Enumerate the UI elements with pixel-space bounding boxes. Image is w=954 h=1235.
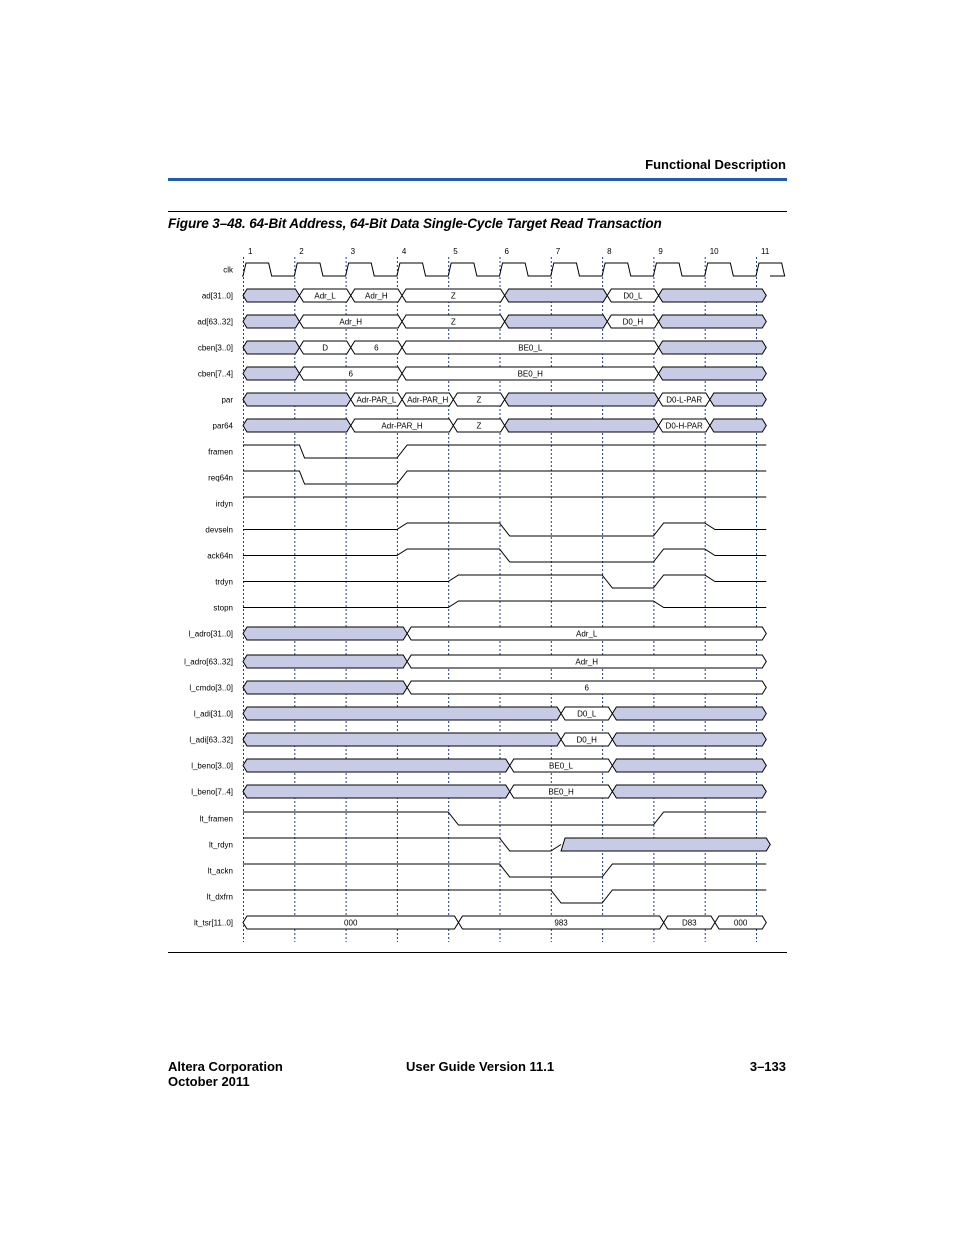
signal-name-label: lt_rdyn [208, 840, 233, 850]
bus-value-label: Z [450, 291, 456, 301]
bus-value-label: 6 [584, 683, 589, 693]
bus-value-label: BE0_H [548, 787, 574, 797]
signal-name-label: par64 [212, 421, 233, 431]
signal-name-label: ad[63..32] [197, 317, 233, 327]
bus-segment [243, 785, 510, 798]
bus-segment [243, 341, 299, 354]
clock-number-label: 3 [350, 247, 356, 256]
bus-value-label: Adr-PAR_H [381, 421, 423, 431]
signal-name-label: l_adi[31..0] [193, 709, 233, 719]
signal-name-label: lt_framen [199, 814, 233, 824]
signal-name-label: l_cmdo[3..0] [189, 683, 233, 693]
bus-value-label: 6 [374, 343, 379, 353]
bus-value-label: BE0_L [549, 761, 574, 771]
bus-value-label: 6 [348, 369, 353, 379]
bus-value-label: Z [476, 395, 482, 405]
bus-value-label: Adr_H [339, 317, 363, 327]
bus-segment [243, 707, 561, 720]
clock-number-label: 10 [709, 247, 719, 256]
clock-waveform [242, 263, 785, 276]
clock-number-label: 11 [761, 247, 770, 256]
clock-number-label: 6 [504, 247, 509, 256]
clock-number-label: 7 [555, 247, 561, 256]
bus-value-label: D0_H [576, 735, 597, 745]
footer-guide-version: User Guide Version 11.1 [406, 1059, 555, 1074]
bus-segment [243, 289, 299, 302]
bus-value-label: Z [476, 421, 482, 431]
clock-number-label: 4 [401, 247, 407, 256]
bus-segment [612, 759, 766, 772]
signal-name-label: devseln [205, 525, 233, 535]
signal-name-label: lt_dxfrn [206, 892, 233, 902]
bus-segment [659, 315, 767, 328]
bus-value-label: 000 [344, 918, 358, 928]
signal-name-label: ad[31..0] [201, 291, 233, 301]
section-title: Functional Description [645, 157, 786, 172]
bus-segment [505, 419, 659, 432]
signal-waveform [243, 890, 766, 903]
signal-name-label: l_beno[7..4] [191, 787, 233, 797]
figure-caption: Figure 3–48. 64-Bit Address, 64-Bit Data Single-Cycle Target Read Transaction [168, 216, 662, 231]
bus-value-label: D0_L [577, 709, 597, 719]
bus-segment [243, 393, 351, 406]
bus-segment [561, 838, 770, 851]
bus-value-label: D0_H [622, 317, 644, 327]
clock-number-label: 2 [299, 247, 304, 256]
signal-waveform [243, 864, 766, 877]
bus-segment [243, 733, 561, 746]
bus-value-label: Adr-PAR_H [407, 395, 449, 405]
clock-number-label: 9 [658, 247, 663, 256]
bus-segment [505, 289, 608, 302]
bus-value-label: 000 [733, 918, 748, 928]
bus-segment [243, 419, 351, 432]
bus-segment [710, 419, 766, 432]
bus-segment [243, 367, 299, 380]
bus-value-label: Adr_L [576, 629, 598, 639]
bus-value-label: D83 [681, 918, 697, 928]
bus-segment [243, 315, 299, 328]
page-number: 3–133 [749, 1059, 786, 1074]
bus-segment [710, 393, 766, 406]
clock-number-label: 8 [607, 247, 612, 256]
signal-name-label: clk [223, 265, 233, 275]
bus-value-label: Z [450, 317, 456, 327]
footer-left [168, 1059, 283, 1089]
bus-value-label: BE0_H [517, 369, 543, 379]
bus-value-label: D0-H-PAR [665, 421, 703, 431]
signal-name-label: l_adro[63..32] [184, 657, 233, 667]
signal-waveform [243, 445, 766, 458]
signal-name-label: lt_tsr[11..0] [194, 918, 233, 928]
bus-value-label: D [322, 343, 328, 353]
signal-name-label: lt_ackn [207, 866, 233, 876]
bus-value-label: 983 [554, 918, 568, 928]
bus-value-label: Adr_L [314, 291, 336, 301]
bus-value-label: BE0_L [518, 343, 543, 353]
signal-name-label: cben[7..4] [197, 369, 233, 379]
signal-name-label: framen [208, 447, 233, 457]
signal-name-label: l_beno[3..0] [191, 761, 233, 771]
bus-segment [243, 655, 407, 668]
bus-segment [659, 289, 767, 302]
signal-waveform [243, 575, 766, 588]
signal-waveform [243, 838, 561, 851]
signal-name-label: stopn [213, 603, 233, 613]
signal-name-label: l_adro[31..0] [188, 629, 233, 639]
signal-waveform [243, 523, 766, 536]
bus-value-label: D0_L [623, 291, 643, 301]
signal-name-label: trdyn [215, 577, 233, 587]
signal-waveform [243, 471, 766, 484]
signal-waveform [243, 601, 766, 608]
figure-bottom-rule [168, 952, 787, 953]
signal-name-label: irdyn [215, 499, 233, 509]
bus-segment [659, 341, 767, 354]
bus-segment [612, 707, 766, 720]
signal-waveform [243, 812, 766, 825]
bus-value-label: Adr-PAR_L [356, 395, 397, 405]
bus-segment [243, 681, 407, 694]
signal-waveform [243, 549, 766, 562]
clock-number-label: 1 [248, 247, 253, 256]
bus-value-label: Adr_H [365, 291, 388, 301]
bus-segment [505, 315, 608, 328]
footer-date: October 2011 [168, 1074, 250, 1089]
bus-segment [243, 759, 510, 772]
footer-company: Altera Corporation [168, 1059, 283, 1074]
signal-name-label: l_adi[63..32] [189, 735, 233, 745]
signal-name-label: req64n [208, 473, 233, 483]
bus-value-label: D0-L-PAR [666, 395, 703, 405]
bus-segment [505, 393, 659, 406]
signal-name-label: cben[3..0] [197, 343, 233, 353]
bus-segment [659, 367, 767, 380]
bus-segment [612, 733, 766, 746]
signal-name-label: par [221, 395, 233, 405]
clock-number-label: 5 [453, 247, 458, 256]
bus-segment [243, 627, 407, 640]
bus-value-label: Adr_H [575, 657, 599, 667]
bus-segment [612, 785, 766, 798]
signal-name-label: ack64n [207, 551, 233, 561]
